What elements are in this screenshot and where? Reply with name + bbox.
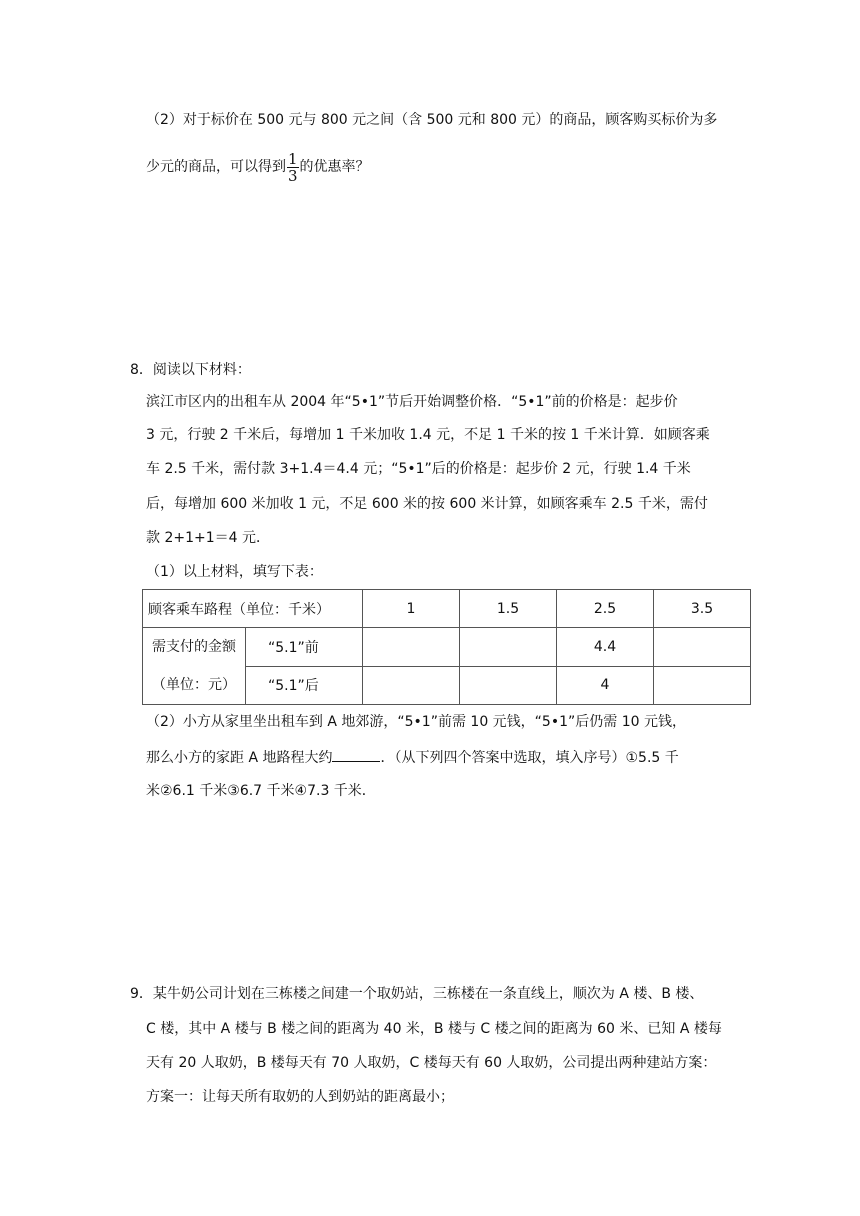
fraction-one-third [287, 151, 299, 184]
row-label-before: “5.1”前 [246, 628, 363, 667]
q9-line: C 楼，其中 A 楼与 B 楼之间的距离为 40 米，B 楼与 C 楼之间的距离为 60 米、已知 A 楼每 [146, 1021, 722, 1037]
amount-cell [654, 628, 751, 667]
amount-cell [460, 666, 557, 705]
q8-part2-line2 [146, 747, 679, 768]
distance-header: 顾客乘车路程（单位：千米） [143, 590, 363, 628]
q8-part2-line1: （2）小方从家里坐出租车到 A 地郊游，“5•1”前需 10 元钱，“5•1”后仍需 10 元钱， [146, 714, 686, 730]
q8-part1: （1）以上材料，填写下表： [146, 564, 323, 580]
q8-title: 8．阅读以下材料： [130, 362, 251, 378]
q9-line: 天有 20 人取奶，B 楼每天有 70 人取奶，C 楼每天有 60 人取奶，公司提出两种建站方案： [146, 1055, 717, 1071]
q7-part2-line1: （2）对于标价在 500 元与 800 元之间（含 500 元和 800 元）的商品，顾客购买标价为多 [146, 112, 718, 128]
q7-part2-line2-before: 少元的商品，可以得到 [146, 159, 286, 175]
answer-blank [332, 747, 380, 762]
amount-header-line2: （单位：元） [152, 677, 236, 693]
q8-para-line: 3 元，行驶 2 千米后，每增加 1 千米加收 1.4 元，不足 1 千米的按 1 千米计算．如顾客乘 [146, 427, 710, 443]
row-label-after: “5.1”后 [246, 666, 363, 705]
q8-para-line: 款 2+1+1＝4 元． [146, 530, 270, 546]
amount-header-line1: 需支付的金额 [152, 639, 236, 655]
q7-part2-line2 [146, 148, 370, 186]
distance-cell: 1 [363, 590, 460, 628]
q8-para-line: 车 2.5 千米，需付款 3+1.4＝4.4 元；“5•1”后的价格是：起步价 2 元，行驶 1.4 千米 [146, 461, 691, 477]
q7-part2-line2-after: 的优惠率？ [299, 159, 370, 175]
amount-header [143, 628, 246, 705]
fraction-numerator: 1 [288, 149, 298, 168]
amount-cell: 4.4 [557, 628, 654, 667]
q8-part2-line3: 米②6.1 千米③6.7 千米④7.3 千米． [146, 783, 376, 799]
distance-cell: 3.5 [654, 590, 751, 628]
q8-part2-line2-after: ．（从下列四个答案中选取，填入序号）①5.5 千 [380, 750, 679, 766]
q9-line: 9．某牛奶公司计划在三栋楼之间建一个取奶站，三栋楼在一条直线上，顺次为 A 楼、B 楼、 [130, 986, 704, 1002]
amount-cell [363, 666, 460, 705]
table-row [143, 590, 751, 628]
q9-line: 方案一：让每天所有取奶的人到奶站的距离最小； [146, 1089, 454, 1105]
q8-para-line: 后，每增加 600 米加收 1 元，不足 600 米的按 600 米计算，如顾客乘车 2.5 千米，需付 [146, 496, 708, 512]
distance-cell: 2.5 [557, 590, 654, 628]
fraction-denominator: 3 [288, 166, 298, 185]
q8-para-line: 滨江市区内的出租车从 2004 年“5•1”节后开始调整价格．“5•1”前的价格是：起步价 [146, 394, 678, 410]
table-row [143, 628, 751, 667]
amount-cell [363, 628, 460, 667]
distance-cell: 1.5 [460, 590, 557, 628]
amount-cell [654, 666, 751, 705]
fare-table [142, 589, 751, 705]
q8-part2-line2-before: 那么小方的家距 A 地路程大约 [146, 750, 333, 766]
amount-cell: 4 [557, 666, 654, 705]
amount-cell [460, 628, 557, 667]
